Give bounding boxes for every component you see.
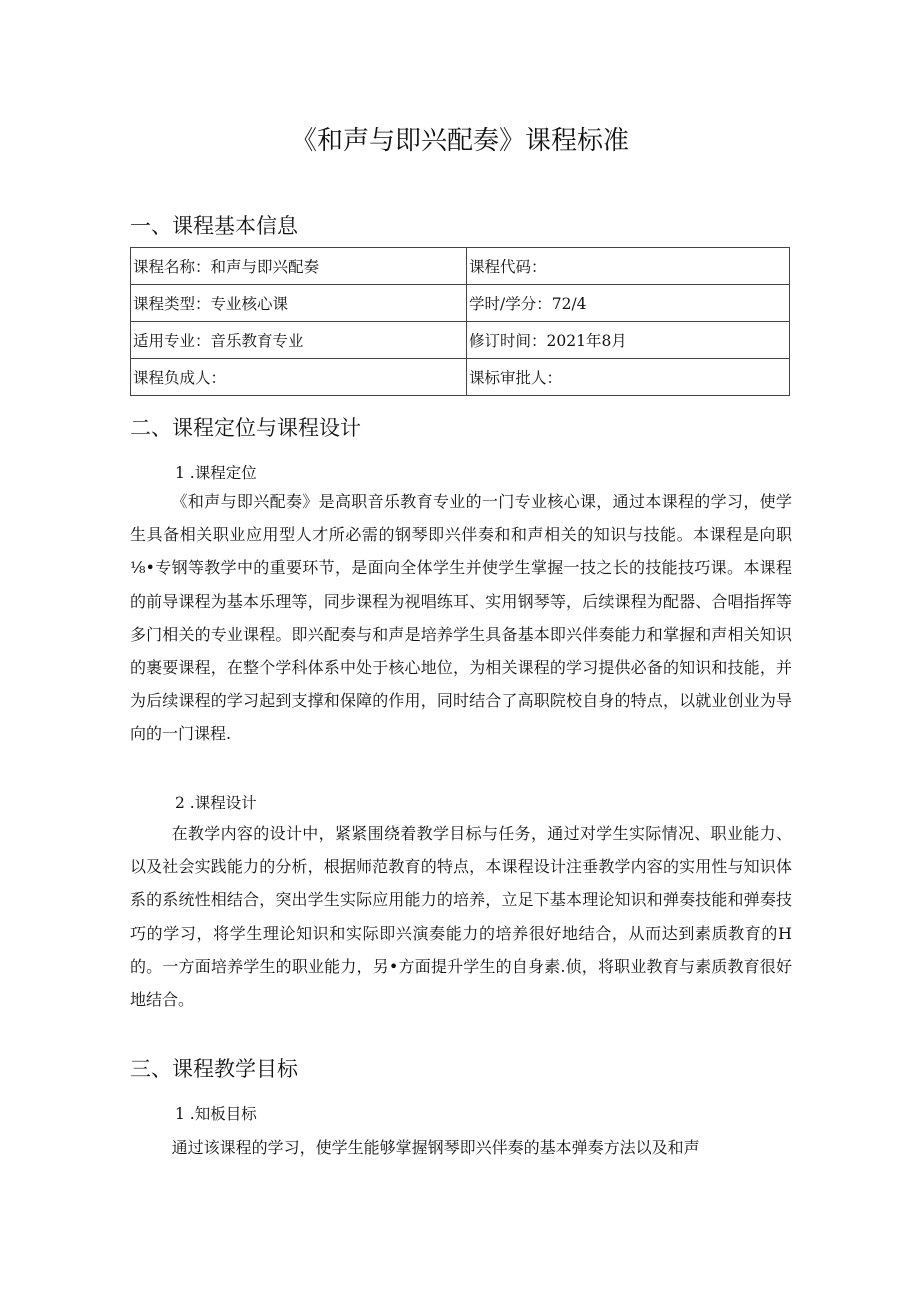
table-cell-course-lead: 课程负成人： [131,359,467,396]
subheading-knowledge-objectives: 1 .知板目标 [175,1105,257,1123]
table-row [131,248,790,285]
subheading-course-positioning: 1 .课程定位 [175,464,257,482]
section-heading-basic-info: 一、课程基本信息 [130,214,298,238]
table-cell-hours-credits: 学时/学分：72/4 [467,285,790,322]
table-cell-major: 适用专业：音乐教育专业 [131,322,467,359]
paragraph-course-design: 在教学内容的设计中，紧紧围绕着教学目标与任务，通过对学生实际情况、职业能力、以及社会实践能力的分析，根据师范教育的特点，本课程设计注垂教学内容的实用性与知识体系的系统性相结合，突出学生实际应用能力的培养，立足下基本理论知识和弹奏技能和弹奏技巧的学习，将学生理论知识和实际即兴演奏能力的培养很好地结合，从而达到素质教育的H的。一方面培养学生的职业能力，另•方面提升学生的自身素.侦，将职业教育与素质教育很好地结合。 [130,824,792,1010]
table-cell-course-code: 课程代码： [467,248,790,285]
document-title: 《和声与即兴配奏》课程标准 [290,126,629,156]
course-info-table [130,247,790,396]
table-cell-revision-date: 修订时间：2021年8月 [467,322,790,359]
paragraph-course-positioning: 《和声与即兴配奏》是高职音乐教育专业的一门专业核心课，通过本课程的学习，使学生具备相关职业应用型人才所必需的钢琴即兴伴奏和和声相关的知识与技能。本课程是向职⅛•专钢等教学中的重要环节，是面向全体学生并使学生掌握一技之长的技能技巧课。本课程的前导课程为基本乐理等，同步课程为视唱练耳、实用钢琴等，后续课程为配器、合唱指挥等多门相关的专业课程。即兴配奏与和声是培养学生具备基本即兴伴奏能力和掌握和声相关知识的裹要课程，在整个学科体系中处于核心地位，为相关课程的学习提供必备的知识和技能，并为后续课程的学习起到支撑和保障的作用，同时结合了高职院校自身的特点，以就业创业为导向的一门课程. [130,492,792,744]
table-row [131,285,790,322]
table-cell-course-type: 课程类型：专业核心课 [131,285,467,322]
paragraph-knowledge-objectives: 通过该课程的学习，使学生能够掌握钢琴即兴伴奏的基本弹奏方法以及和声 [171,1138,700,1157]
section-heading-teaching-objectives: 三、课程教学目标 [130,1057,298,1081]
table-row [131,322,790,359]
table-cell-course-name: 课程名称：和声与即兴配奏 [131,248,467,285]
section-heading-positioning-design: 二、课程定位与课程设计 [130,416,361,440]
subheading-course-design: 2 .课程设计 [175,794,257,812]
table-row [131,359,790,396]
table-cell-approver: 课标审批人： [467,359,790,396]
